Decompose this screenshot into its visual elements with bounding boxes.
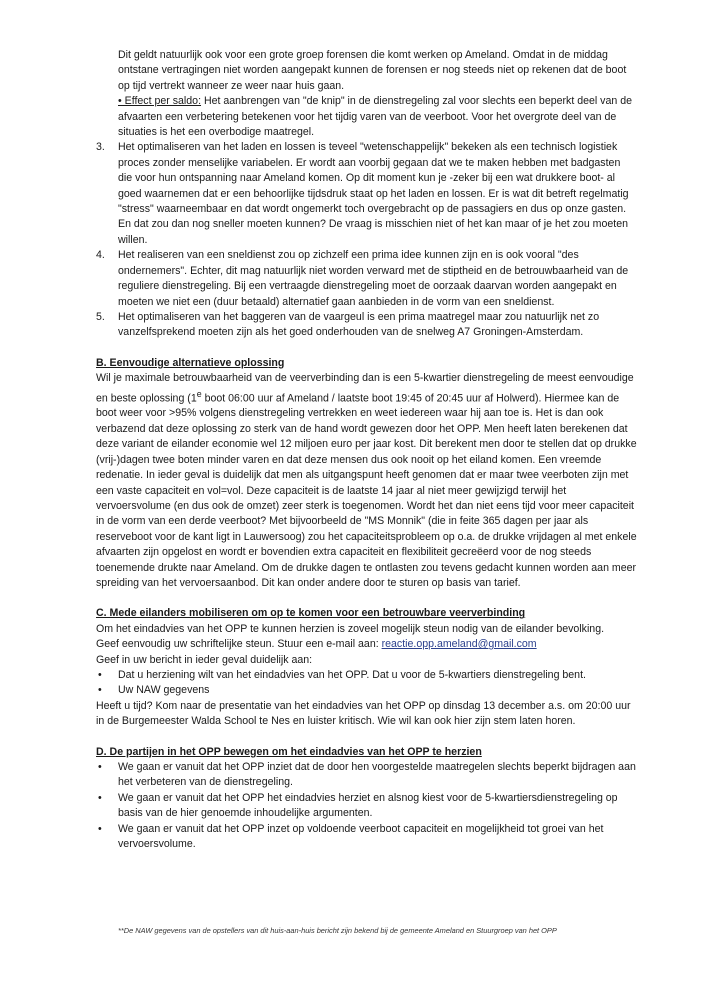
list-item — [96, 248, 637, 310]
effect-text: Het aanbrengen van "de knip" in de dienstregeling zal voor slechts een beperkt deel van de afvaarten een verbetering betekenen voor het tijdig varen van de veerboot. Voor het overgrote deel van de situaties is het een overbodige maatregel. — [118, 95, 632, 139]
superscript: e — [196, 388, 202, 399]
section-c-heading: C. Mede eilanders mobiliseren om op te komen voor een betrouwbare veerverbinding — [96, 607, 526, 620]
intro-paragraph: Dit geldt natuurlijk ook voor een grote groep forensen die komt werken op Ameland. Omdat in de middag ontstane vertragingen niet worden aangepakt kunnen de forensen er nog steeds niet op rekenen dat de boot op tijd vertrekt wanneer ze weer naar huis gaan. — [118, 49, 627, 92]
item-text: Het optimaliseren van het laden en lossen is teveel "wetenschappelijk" bekeken als een technisch logistiek proces zonder menselijke variabelen. Er wordt aan voorbij gegaan dat we te maken hebben met badgasten die voor hun ontspanning naar Ameland komen. Op dit moment kun je -zeker bij een wat drukkere boot- al goed waarnemen dat er een behoorlijke tijdsdruk staat op het laden en lossen. Er is wat dit betreft regelmatig "stress" waarneembaar en dat wordt ongemerkt toch overgebracht op de passagiers en dus op onze gasten. En dat zou dan nog sneller moeten kunnen? De vraag is misschien niet of het kan maar of je het zou moeten willen. — [118, 141, 629, 246]
list-item — [96, 683, 637, 698]
section-d-heading: D. De partijen in het OPP bewegen om het eindadvies van het OPP te herzien — [96, 745, 482, 758]
list-item — [96, 822, 637, 853]
list-item — [96, 140, 637, 248]
item-text: Het realiseren van een sneldienst zou op zichzelf een prima idee kunnen zijn en is ook vooral "des ondernemers". Echter, dit mag natuurlijk niet worden verward met de stiptheid en de betrouwbaarheid van de reguliere dienstregeling. Bij een vertraagde dienstregeling moet de oorzaak daarvan worden aangepakt en moeten we niet een (duur betaald) alternatief gaan aanbieden in de vorm van een sneldienst. — [118, 249, 629, 308]
section-d — [96, 745, 637, 853]
list-item — [96, 668, 637, 683]
item-number: 5. — [96, 310, 105, 323]
bullet-icon: • — [98, 684, 102, 697]
bullet-icon: • — [98, 668, 102, 681]
section-c-para3: Geef in uw bericht in ieder geval duidelijk aan: — [96, 653, 313, 666]
list-item — [96, 791, 637, 822]
section-d-bullets — [96, 760, 637, 852]
bullet-icon: • — [98, 822, 102, 835]
section-b-text-start: Wil je maximale betrouwbaarheid van de veerverbinding dan is een 5-kwartier dienstregeling de meest eenvoudige en beste oplossing (1 — [96, 372, 634, 405]
intro-block — [96, 48, 637, 140]
section-b — [96, 356, 637, 592]
bullet-text: Uw NAW gegevens — [118, 684, 210, 697]
bullet-text: We gaan er vanuit dat het OPP het eindadvies herziet en alsnog kiest voor de 5-kwartiersdienstregeling op basis van de hier genoemde inhoudelijke argumenten. — [118, 791, 618, 820]
bullet-text: We gaan er vanuit dat het OPP inzet op voldoende veerboot capaciteit en mogelijkheid tot groei van het vervoersvolume. — [118, 822, 604, 851]
section-b-heading: B. Eenvoudige alternatieve oplossing — [96, 356, 285, 369]
footnote: **De NAW gegevens van de opstellers van dit huis-aan-huis bericht zijn bekend bij de gemeente Ameland en Stuurgroep van het OPP — [118, 926, 557, 935]
bullet-icon: • — [98, 791, 102, 804]
section-c — [96, 606, 637, 729]
effect-paragraph — [118, 94, 637, 140]
bullet-text: We gaan er vanuit dat het OPP inziet dat de door hen voorgestelde maatregelen slechts beperkt bijdragen aan het verbeteren van de dienstregeling. — [118, 761, 636, 789]
list-item — [96, 310, 637, 341]
bullet-icon: • — [98, 761, 102, 773]
section-b-body — [96, 371, 637, 591]
email-prompt: Geef eenvoudig uw schriftelijke steun. Stuur een e-mail aan: — [96, 638, 382, 651]
section-b-text-end: boot 06:00 uur af Ameland / laatste boot 19:45 of 20:45 uur af Holwerd). Hiermee kan de boot weer voor >95% volgens dienstregeling vertrekken en weet iedereen waar hij aan toe is. Het is dan ook verbazend dat deze oplossing zo sterk van de hand wordt gewezen door het OPP. Men heeft laten berekenen dat deze variant de eilander economie wel 12 miljoen euro per jaar kost. Dit berekent men door te stellen dat op drukke (vrij-)dagen twee boten minder varen en dat deze mensen dus ook nooit op het eiland komen. Een vreemde redenatie. In ieder geval is duidelijk dat men als uitgangspunt heeft genomen dat er maar twee veerboten zijn met een vaste capaciteit en vol=vol. Deze capaciteit is de laatste 14 jaar al niet meer gewijzigd terwijl het vervoersvolume (en dus ook de omzet) zeer sterk is toegenomen. Wordt het dan niet eens tijd voor meer capaciteit in de vorm van een derde veerboot? Met bijvoorbeeld de "MS Monnik" (die in feite 365 dagen per jaar als reserveboot voor de kant ligt in Lauwersoog) zou het capaciteitsprobleem op o.a. de drukke vrijdagen al met enkele afvaarten zijn opgelost en wordt er bovendien extra capaciteit en flexibiliteit gecreëerd voor de nog steeds toenemende drukte naar Ameland. Om de drukke dagen te ontlasten zou tevens gedacht kunnen worden aan meer spreiding van het vervoersaanbod. Dit kan onder andere door te sturen op basis van tarief. — [96, 392, 637, 589]
section-c-para2 — [96, 637, 637, 652]
list-item — [96, 760, 637, 791]
item-text: Het optimaliseren van het baggeren van de vaargeul is een prima maatregel maar zou natuurlijk net zo vanzelfsprekend moeten zijn als het goed onderhouden van de snelweg A7 Groningen-Amsterdam. — [118, 310, 600, 339]
section-c-bullets — [96, 668, 637, 699]
section-c-para4: Heeft u tijd? Kom naar de presentatie van het eindadvies van het OPP op dinsdag 13 december a.s. om 20:00 uur in de Burgemeester Walda School te Nes en luister kritisch. Wie wil kan ook hier zijn stem laten horen. — [96, 699, 631, 728]
item-number: 4. — [96, 249, 105, 262]
effect-label: • Effect per saldo: — [118, 95, 202, 108]
bullet-text: Dat u herziening wilt van het eindadvies van het OPP. Dat u voor de 5-kwartiers dienstregeling bent. — [118, 668, 586, 681]
item-number: 3. — [96, 141, 105, 154]
numbered-list — [96, 140, 637, 340]
email-link[interactable]: reactie.opp.ameland@gmail.com — [381, 638, 537, 651]
section-c-para1: Om het eindadvies van het OPP te kunnen herzien is zoveel mogelijk steun nodig van de eilander bevolking. — [96, 622, 605, 635]
